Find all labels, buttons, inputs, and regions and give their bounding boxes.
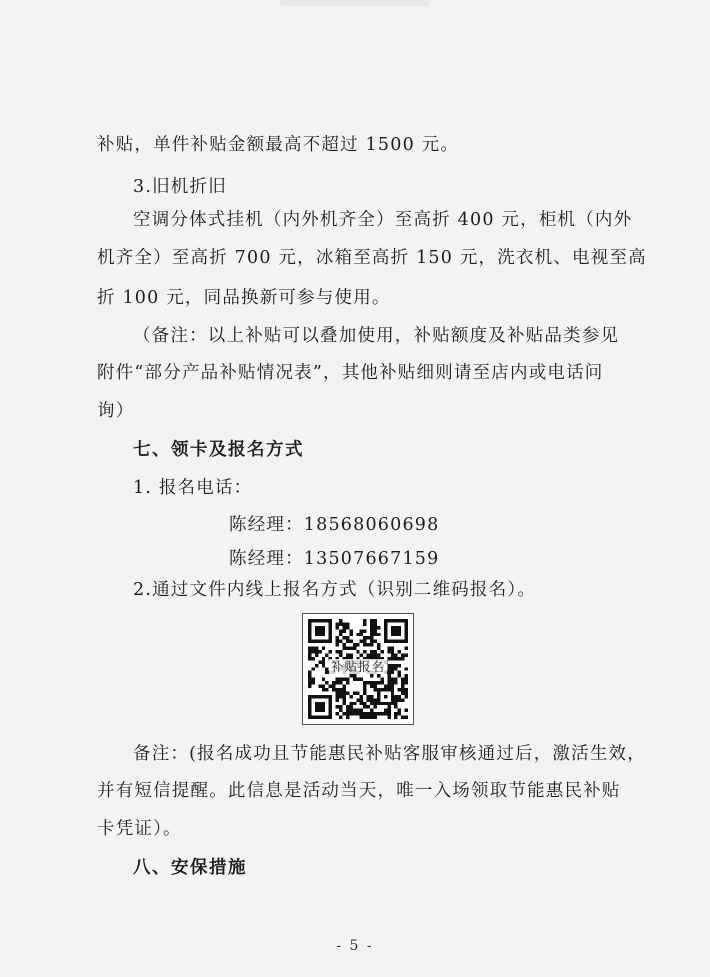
section-heading-security: 八、安保措施 (133, 858, 247, 878)
text-line-registration-phone: 1. 报名电话： (133, 478, 253, 498)
text-line-online-registration: 2.通过文件内线上报名方式（识别二维码报名）。 (133, 580, 537, 600)
text-line-subsidy-cap: 补贴，单件补贴金额最高不超过 1500 元。 (97, 135, 460, 155)
text-line-remark-end: 卡凭证）。 (97, 819, 182, 839)
text-line-remark-sms: 并有短信提醒。此信息是活动当天，唯一入场领取节能惠民补贴 (97, 781, 621, 801)
text-line-fridge-discount: 机齐全）至高折 700 元，冰箱至高折 150 元，洗衣机、电视至高 (97, 248, 647, 268)
text-line-ac-discount: 空调分体式挂机（内外机齐全）至高折 400 元，柜机（内外 (133, 210, 633, 230)
text-line-old-device-discount-heading: 3.旧机折旧 (133, 177, 227, 197)
text-line-remark-start: 备注：(报名成功且节能惠民补贴客服审核通过后，激活生效， (133, 744, 646, 764)
registration-qr-code (302, 613, 414, 725)
section-heading-registration: 七、领卡及报名方式 (133, 440, 304, 460)
text-line-tv-discount: 折 100 元，同品换新可参与使用。 (97, 288, 391, 308)
text-line-note-start: （备注：以上补贴可以叠加使用，补贴额度及补贴品类参见 (133, 326, 620, 346)
contact-phone-2: 陈经理：13507667159 (229, 549, 440, 569)
faded-header-remnant (280, 0, 430, 6)
text-line-note-end: 询） (97, 401, 135, 421)
text-line-note-attachment: 附件“部分产品补贴情况表”，其他补贴细则请至店内或电话问 (97, 363, 604, 383)
page-number: - 5 - (336, 938, 374, 954)
qr-code-label: 补贴报名 (330, 659, 385, 674)
contact-phone-1: 陈经理：18568060698 (229, 515, 440, 535)
